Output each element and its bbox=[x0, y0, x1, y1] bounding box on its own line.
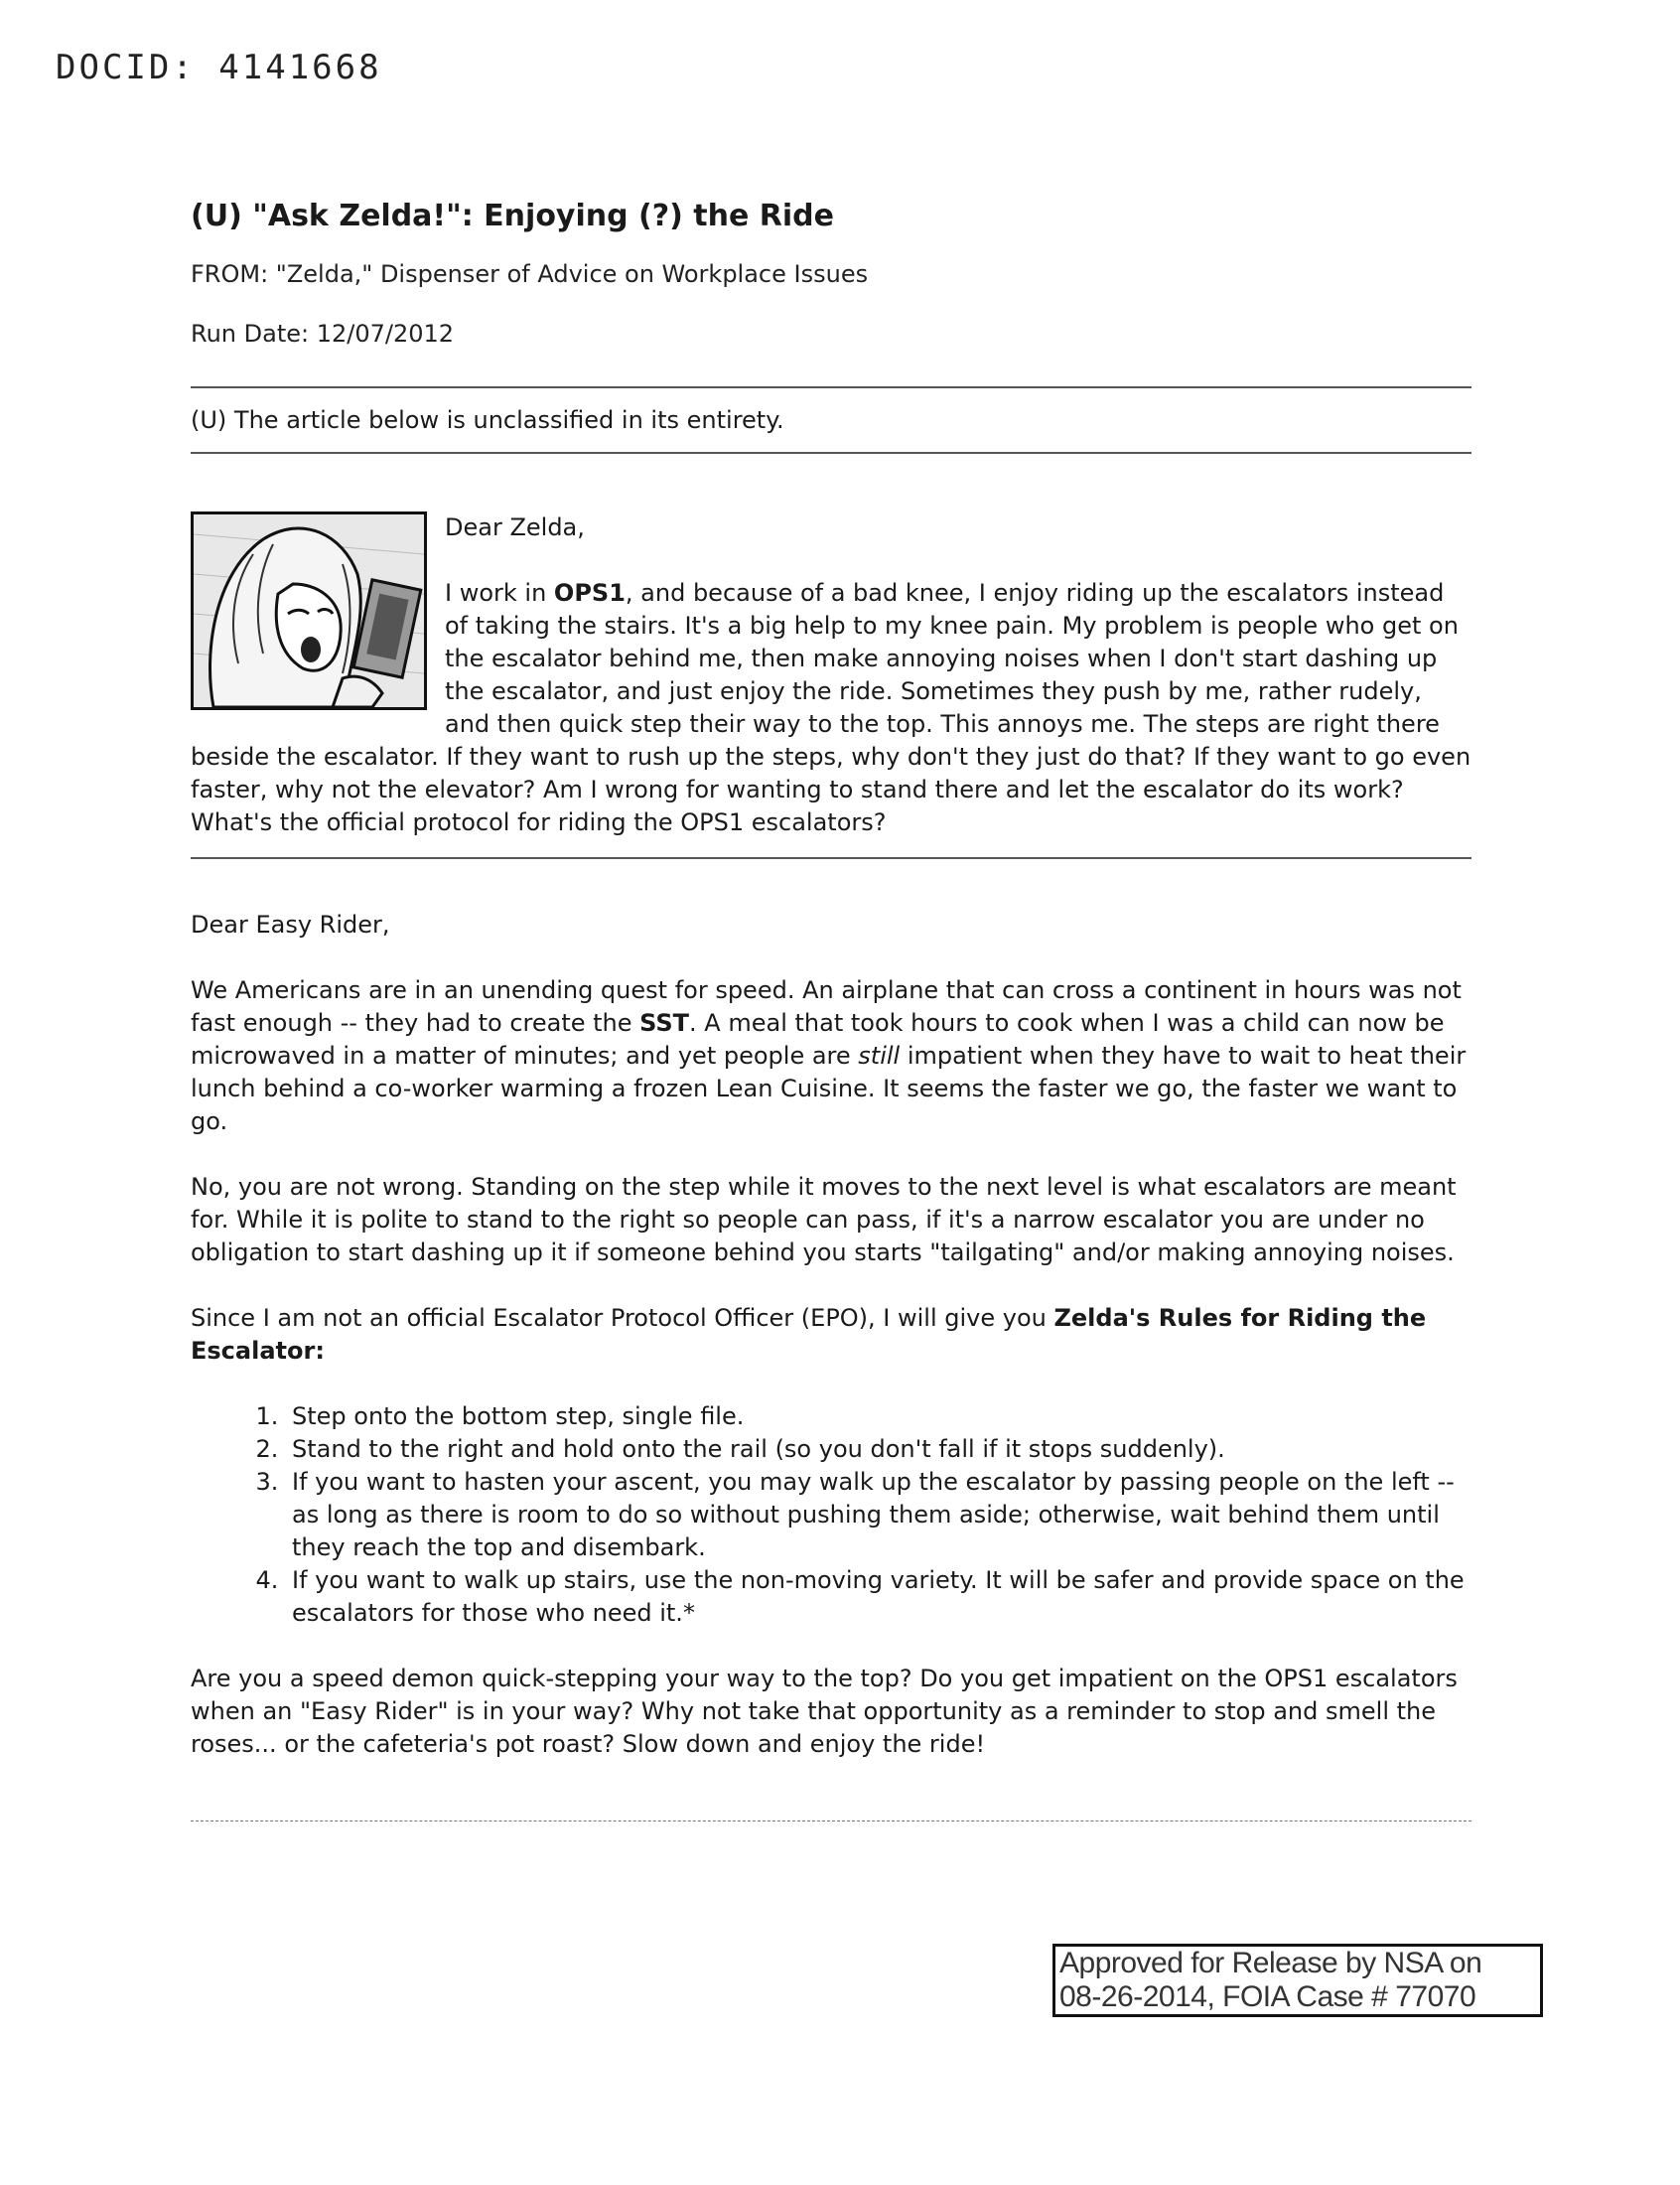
list-item: 1. Step onto the bottom step, single file. bbox=[286, 1400, 1471, 1433]
reader-letter bbox=[191, 511, 1471, 839]
cartoon-woman-illustration bbox=[191, 511, 427, 710]
release-stamp bbox=[1052, 1944, 1543, 2017]
reply-paragraph-2: No, you are not wrong. Standing on the step while it moves to the next level is what escalators are meant for. While it is polite to stand to the right so people can pass, if it's a narrow escalator you are under no obligation to start dashing up it if someone behind you starts "tailgating" and/or making annoying noises. bbox=[191, 1173, 1457, 1266]
stamp-line-2: 08-26-2014, FOIA Case # 77070 bbox=[1059, 1980, 1476, 2013]
reply-paragraph-4: Are you a speed demon quick-stepping your way to the top? Do you get impatient on the OPS1 escalators when an "Easy Rider" is in your way? Why not take that opportunity as a reminder to stop and smell the roses... or the cafeteria's pot roast? Slow down and enjoy the ride! bbox=[191, 1665, 1458, 1758]
escalator-rules-list bbox=[191, 1400, 1471, 1630]
divider bbox=[191, 857, 1471, 859]
document-id: DOCID: 4141668 bbox=[56, 48, 382, 87]
reply-paragraph-3: Since I am not an official Escalator Protocol Officer (EPO), I will give you Zelda's Rules for Riding the Escalator: bbox=[191, 1304, 1427, 1365]
stamp-line-1: Approved for Release by NSA on bbox=[1059, 1947, 1482, 1979]
run-date: Run Date: 12/07/2012 bbox=[191, 320, 455, 348]
classification-notice: (U) The article below is unclassified in its entirety. bbox=[191, 406, 784, 434]
list-item: 2. Stand to the right and hold onto the rail (so you don't fall if it stops suddenly). bbox=[286, 1433, 1471, 1466]
list-item: 4. If you want to walk up stairs, use the non-moving variety. It will be safer and provide space on the escalators for those who need it.* bbox=[286, 1564, 1471, 1630]
article bbox=[191, 197, 1471, 1821]
reply-greeting: Dear Easy Rider, bbox=[191, 911, 390, 939]
article-title: (U) "Ask Zelda!": Enjoying (?) the Ride bbox=[191, 199, 835, 233]
letter-body: I work in OPS1, and because of a bad knee, I enjoy riding up the escalators instead of taking the stairs. It's a big help to my knee pain. My problem is people who get on the escalator behind me, then make annoying noises when I don't start dashing up the escalator, and just enjoy the ride. Sometimes they push by me, rather rudely, and then quick step their way to the top. This annoys me. The steps are right there beside the escalator. If they want to rush up the steps, why don't they just do that? If they want to go even faster, why not the elevator? Am I wrong for wanting to stand there and let the escalator do its work? What's the official protocol for riding the OPS1 escalators? bbox=[191, 579, 1471, 836]
divider bbox=[191, 386, 1471, 388]
list-item: 3. If you want to hasten your ascent, you may walk up the escalator by passing people on the left -- as long as there is room to do so without pushing them aside; otherwise, wait behind them until they reach the top and disembark. bbox=[286, 1466, 1471, 1564]
reply-paragraph-1: We Americans are in an unending quest for speed. An airplane that can cross a continent in hours was not fast enough -- they had to create the SST. A meal that took hours to cook when I was a child can now be microwaved in a matter of minutes; and yet people are still impatient when they have to wait to heat their lunch behind a co-worker warming a frozen Lean Cuisine. It seems the faster we go, the faster we want to go. bbox=[191, 976, 1467, 1135]
letter-greeting: Dear Zelda, bbox=[445, 513, 585, 541]
article-from: FROM: "Zelda," Dispenser of Advice on Workplace Issues bbox=[191, 260, 869, 288]
divider bbox=[191, 452, 1471, 454]
